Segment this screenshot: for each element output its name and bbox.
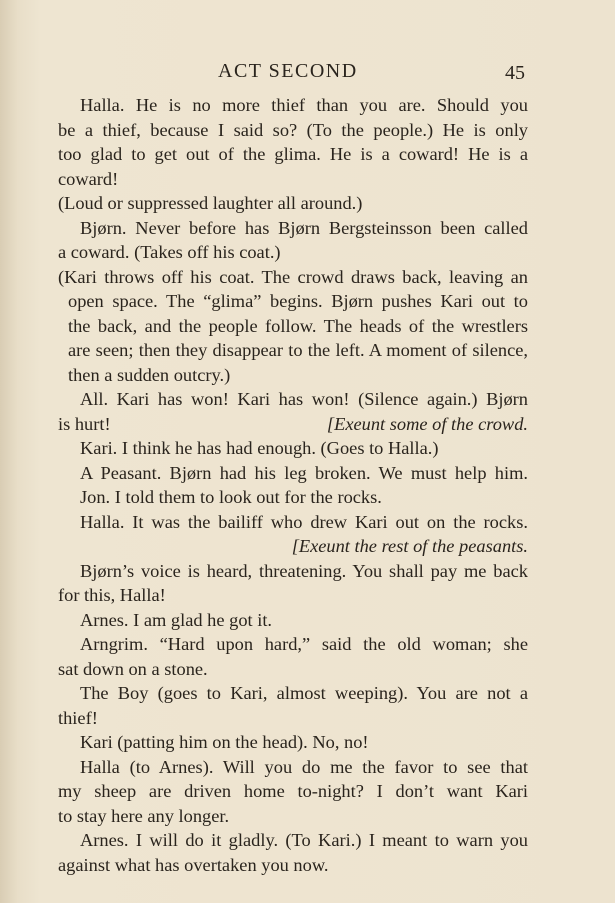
text-fragment: is hurt! — [58, 413, 111, 434]
text-line: the back, and the people follow. The heads of the wrestlers — [68, 315, 528, 336]
text-line — [58, 412, 528, 437]
text-line: a coward. (Takes off his coat.) — [58, 242, 281, 262]
text-line: Arnes. I will do it gladly. (To Kari.) I meant to warn you — [80, 830, 528, 850]
text-line: Arnes. I am glad he got it. — [80, 609, 273, 630]
text-line: Bjørn. Never before has Bjørn Bergsteinsson been called — [80, 217, 528, 238]
text-line: A Peasant. Bjørn had his leg broken. We must help him. — [80, 462, 528, 483]
page-body — [58, 93, 528, 877]
text-line: sat down on a stone. — [58, 658, 208, 679]
text-line: (Loud or suppressed laughter all around.) — [58, 193, 363, 213]
text-line: Kari (patting him on the head). No, no! — [80, 732, 369, 752]
text-line: Halla (to Arnes). Will you do me the favor to see that — [80, 756, 528, 777]
stage-exit: [Exeunt the rest of the peasants. — [291, 536, 528, 556]
text-line: then a sudden outcry.) — [68, 364, 231, 385]
text-line: for this, Halla! — [58, 585, 166, 605]
text-line: Arngrim. “Hard upon hard,” said the old woman; she — [80, 634, 528, 654]
stage-exit: [Exeunt some of the crowd. — [326, 413, 528, 434]
text-line: coward! — [58, 168, 119, 189]
text-line: my sheep are driven home to-night? I don’t want Kari — [58, 781, 528, 801]
text-line: open space. The “glima” begins. Bjørn pushes Kari out to — [68, 291, 528, 311]
page-header — [0, 60, 615, 88]
text-line: to stay here any longer. — [58, 805, 230, 826]
text-line: too glad to get out of the glima. He is a coward! He is a — [58, 144, 528, 164]
text-line: Jon. I told them to look out for the rocks. — [80, 487, 382, 507]
text-line: Halla. He is no more thief than you are. Should you — [80, 95, 528, 115]
text-line: All. Kari has won! Kari has won! (Silence again.) Bjørn — [80, 389, 528, 409]
text-line: are seen; then they disappear to the left. A moment of silence, — [68, 340, 528, 360]
text-line: The Boy (goes to Kari, almost weeping). You are not a — [80, 683, 528, 703]
running-title: ACT SECOND — [218, 60, 358, 82]
text-line: Bjørn’s voice is heard, threatening. You shall pay me back — [80, 560, 528, 581]
text-line: (Kari throws off his coat. The crowd draws back, leaving an — [58, 266, 528, 287]
text-line — [58, 534, 528, 559]
text-line: Kari. I think he has had enough. (Goes to Halla.) — [80, 438, 439, 458]
text-line: be a thief, because I said so? (To the people.) He is only — [58, 119, 528, 140]
text-line: against what has overtaken you now. — [58, 854, 329, 875]
text-line: Halla. It was the bailiff who drew Kari out on the rocks. — [80, 511, 528, 532]
page-number: 45 — [505, 62, 525, 84]
text-line: thief! — [58, 707, 98, 728]
